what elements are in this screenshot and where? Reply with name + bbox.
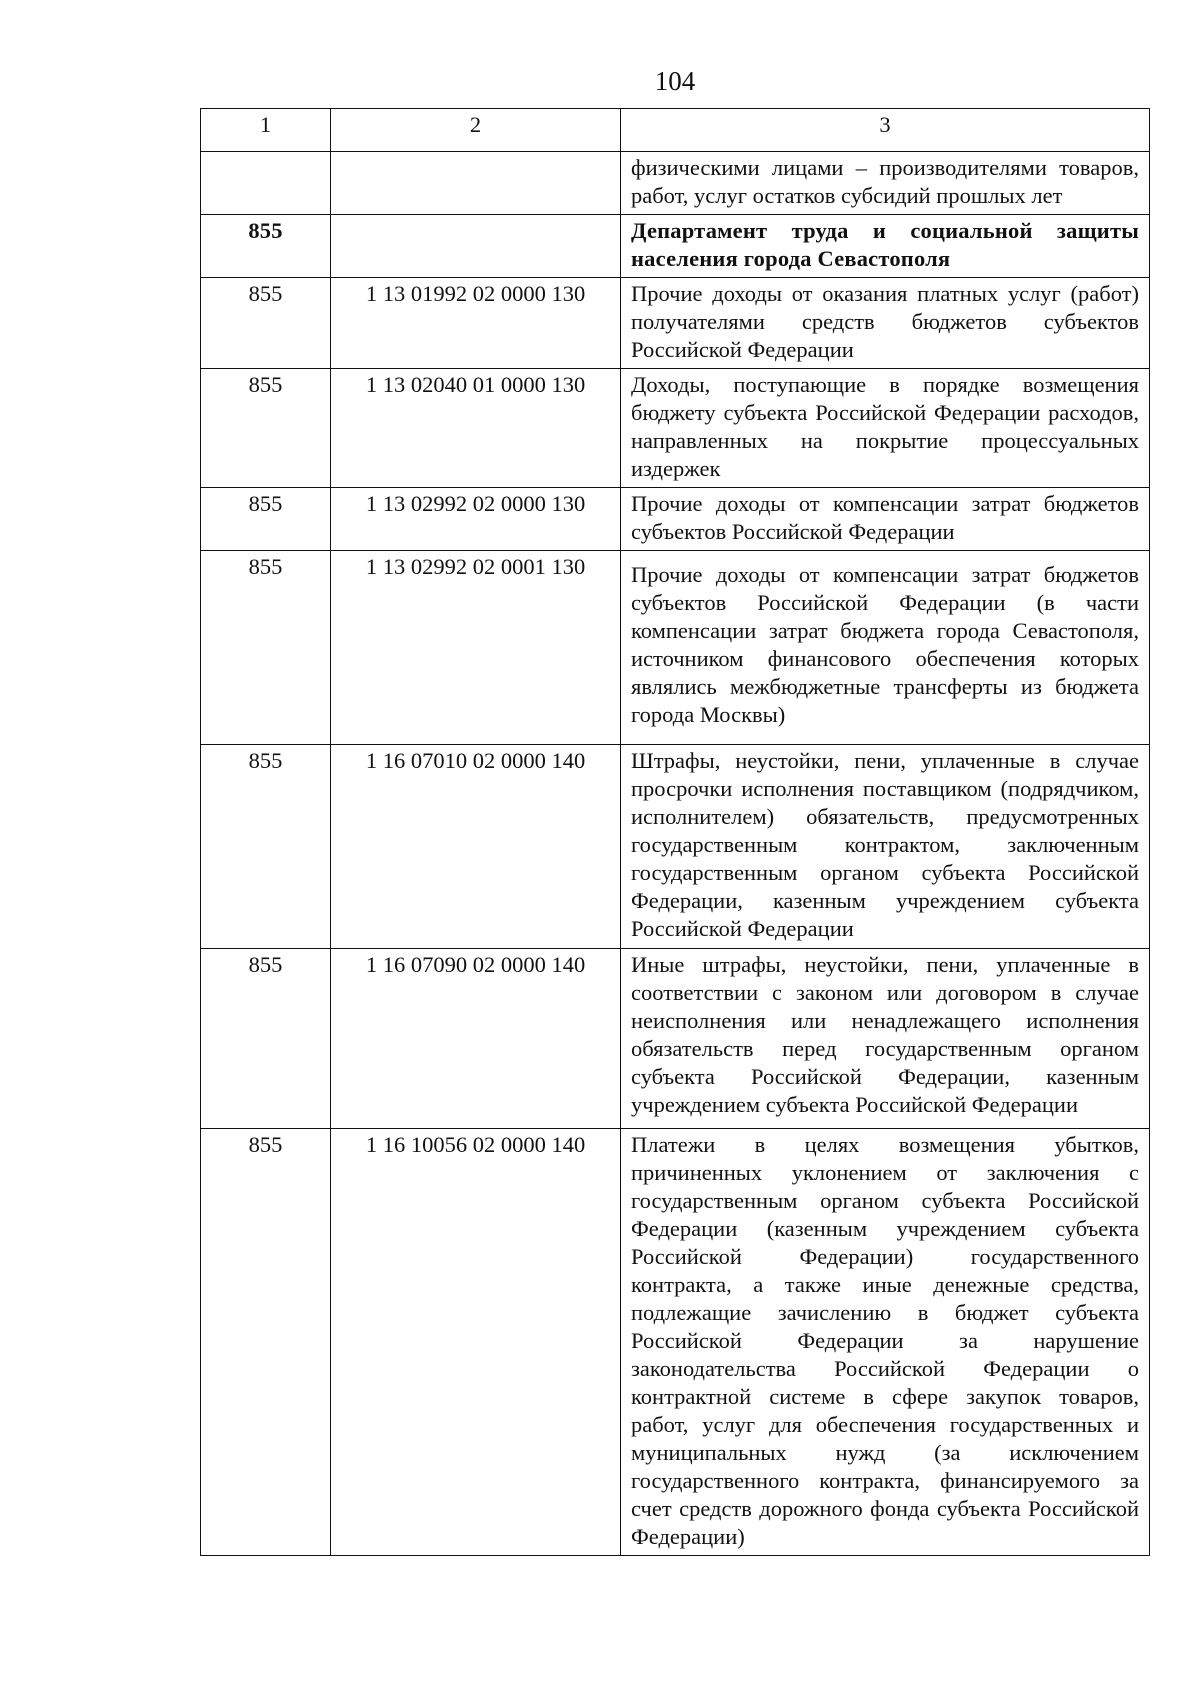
description-cell: Прочие доходы от оказания платных услуг (работ) получателями средств бюджетов субъектов Российской Федерации [621, 278, 1150, 369]
revenue-codes-table [200, 108, 1150, 1556]
revenue-code-cell [331, 152, 621, 215]
admin-code-cell: 855 [201, 215, 331, 278]
description-cell: Штрафы, неустойки, пени, уплаченные в случае просрочки исполнения поставщиком (подрядчиком, исполнителем) обязательств, предусмотренных государственным контрактом, заключенным государственным органом субъекта Российской Федерации, казенным учреждением субъекта Российской Федерации [621, 745, 1150, 949]
revenue-code-cell: 1 16 10056 02 0000 140 [331, 1129, 621, 1556]
admin-code-cell: 855 [201, 488, 331, 551]
column-header-1: 1 [201, 109, 331, 152]
description-cell: Прочие доходы от компенсации затрат бюджетов субъектов Российской Федерации (в части компенсации затрат бюджета города Севастополя, источником финансового обеспечения которых являлись межбюджетные трансферты из бюджета города Москвы) [621, 551, 1150, 745]
table-row [201, 215, 1150, 278]
admin-code-cell: 855 [201, 278, 331, 369]
revenue-code-cell: 1 13 02040 01 0000 130 [331, 369, 621, 488]
description-cell: Платежи в целях возмещения убытков, причиненных уклонением от заключения с государственным органом субъекта Российской Федерации (казенным учреждением субъекта Российской Федерации) государственного контракта, а также иные денежные средства, подлежащие зачислению в бюджет субъекта Российской Федерации за нарушение законодательства Российской Федерации о контрактной системе в сфере закупок товаров, работ, услуг для обеспечения государственных и муниципальных нужд (за исключением государственного контракта, финансируемого за счет средств дорожного фонда субъекта Российской Федерации) [621, 1129, 1150, 1556]
table-row [201, 1129, 1150, 1556]
table-row [201, 949, 1150, 1129]
revenue-code-cell: 1 13 01992 02 0000 130 [331, 278, 621, 369]
description-cell: физическими лицами – производителями товаров, работ, услуг остатков субсидий прошлых лет [621, 152, 1150, 215]
revenue-code-cell: 1 13 02992 02 0000 130 [331, 488, 621, 551]
description-cell: Прочие доходы от компенсации затрат бюджетов субъектов Российской Федерации [621, 488, 1150, 551]
admin-code-cell [201, 152, 331, 215]
admin-code-cell: 855 [201, 369, 331, 488]
admin-code-cell: 855 [201, 745, 331, 949]
admin-code-cell: 855 [201, 551, 331, 745]
description-cell: Доходы, поступающие в порядке возмещения бюджету субъекта Российской Федерации расходов, направленных на покрытие процессуальных издержек [621, 369, 1150, 488]
revenue-code-cell: 1 16 07010 02 0000 140 [331, 745, 621, 949]
table-row [201, 551, 1150, 745]
revenue-code-cell: 1 13 02992 02 0001 130 [331, 551, 621, 745]
admin-code-cell: 855 [201, 949, 331, 1129]
page-number: 104 [654, 66, 696, 96]
table-header-row [201, 109, 1150, 152]
table-row [201, 152, 1150, 215]
table-row [201, 369, 1150, 488]
table-row [201, 278, 1150, 369]
revenue-code-cell: 1 16 07090 02 0000 140 [331, 949, 621, 1129]
table-row [201, 745, 1150, 949]
department-title-cell: Департамент труда и социальной защиты населения города Севастополя [621, 215, 1150, 278]
table-row [201, 488, 1150, 551]
admin-code-cell: 855 [201, 1129, 331, 1556]
column-header-2: 2 [331, 109, 621, 152]
column-header-3: 3 [621, 109, 1150, 152]
description-cell: Иные штрафы, неустойки, пени, уплаченные в соответствии с законом или договором в случае неисполнения или ненадлежащего исполнения обязательств перед государственным органом субъекта Российской Федерации, казенным учреждением субъекта Российской Федерации [621, 949, 1150, 1129]
revenue-code-cell [331, 215, 621, 278]
